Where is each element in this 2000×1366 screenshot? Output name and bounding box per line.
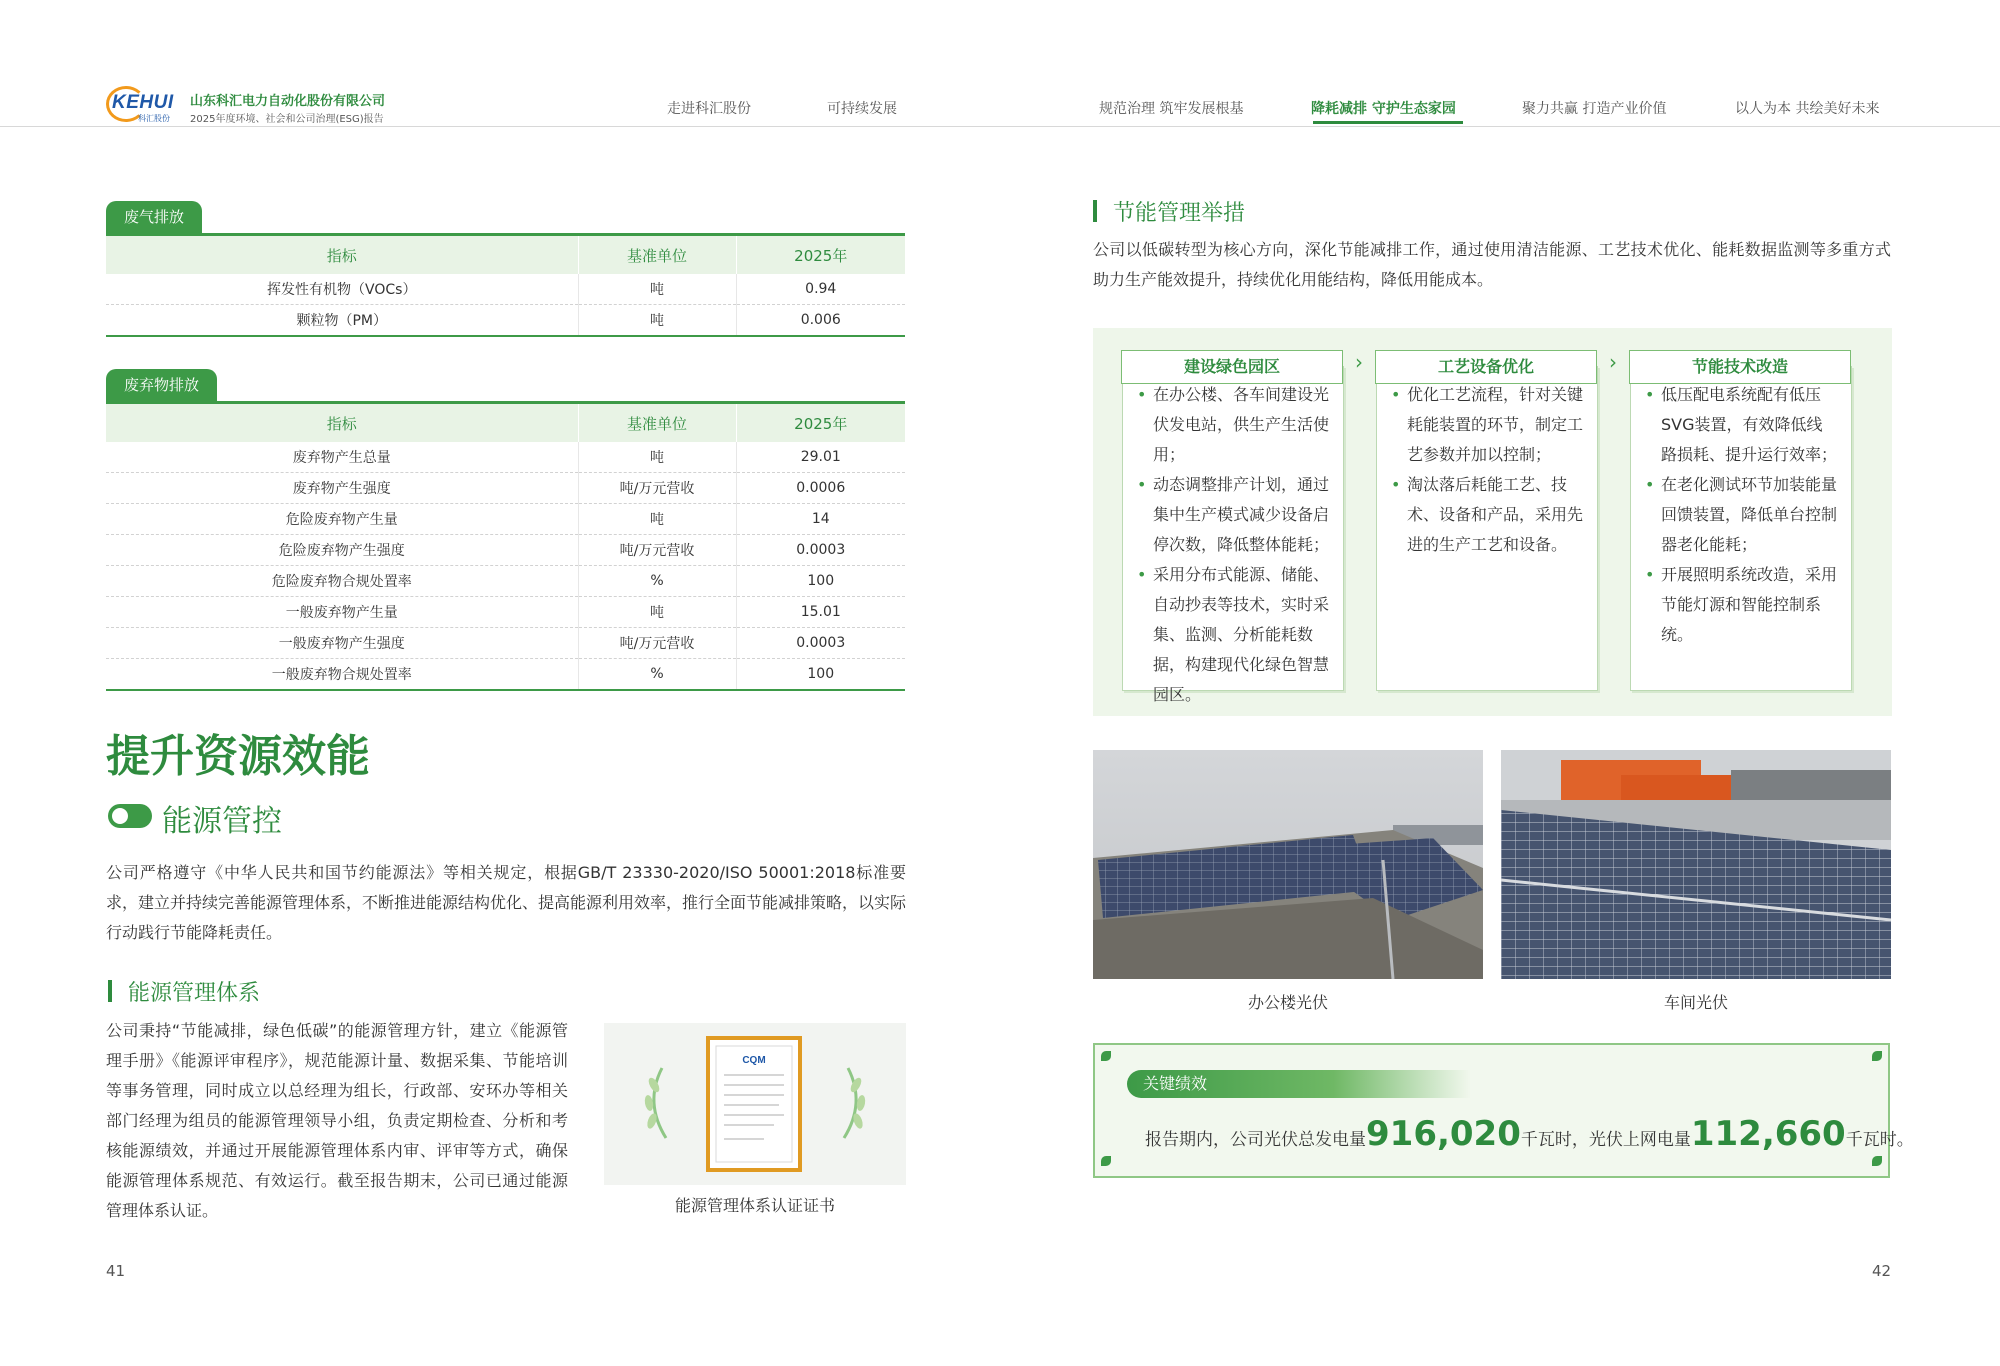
table-row: 危险废弃物合规处置率 % 100 bbox=[106, 566, 905, 597]
nav-item-people[interactable]: 以人为本 共绘美好未来 bbox=[1735, 101, 1880, 117]
measures-intro: 公司以低碳转型为核心方向，深化节能减排工作，通过使用清洁能源、工艺技术优化、能耗数据监测等多重方式助力生产能效提升，持续优化用能结构，降低用能成本。 bbox=[1093, 240, 1891, 289]
key-performance-text: 报告期内，公司光伏总发电量916,020千瓦时，光伏上网电量112,660千瓦时。 bbox=[1145, 1114, 1914, 1154]
laurel-right-icon bbox=[844, 1068, 866, 1138]
nav-item-sustainability[interactable]: 可持续发展 bbox=[827, 101, 897, 117]
table-row: 危险废弃物产生强度 吨/万元营收 0.0003 bbox=[106, 535, 905, 566]
subsection-title: 能源管控 bbox=[162, 804, 282, 839]
workshop-solar-caption: 车间光伏 bbox=[1663, 993, 1728, 1012]
section-title: 提升资源效能 bbox=[106, 731, 370, 782]
table-row: 一般废弃物产生量 吨 15.01 bbox=[106, 597, 905, 628]
measure-column-1 bbox=[1122, 366, 1344, 704]
office-solar-photo bbox=[1093, 750, 1483, 979]
energy-intro: 公司严格遵守《中华人民共和国节约能源法》等相关规定，根据GB/T 23330-2020/ISO 50001:2018标准要求，建立并持续完善能源管理体系，不断推进能源结构优化、提高能源利用效率，推行全面节能减排策略，以实际行动践行节能降耗责任。 bbox=[106, 863, 907, 942]
nav-item-about[interactable]: 走进科汇股份 bbox=[667, 101, 751, 117]
table-row: 废弃物产生总量 吨 29.01 bbox=[106, 442, 905, 473]
chevron-right-icon: › bbox=[1609, 350, 1617, 374]
table-header: 2025年 bbox=[736, 403, 905, 443]
waste-tab-label: 废弃物排放 bbox=[106, 369, 217, 401]
nav-active-indicator bbox=[1313, 121, 1463, 124]
list-item: • 采用分布式能源、储能、自动抄表等技术，实时采集、监测、分析能耗数据，构建现代化绿色智慧园区。 bbox=[1153, 560, 1329, 710]
certificate-image bbox=[604, 1023, 906, 1185]
company-name: 山东科汇电力自动化股份有限公司 bbox=[190, 94, 386, 109]
header-divider bbox=[0, 126, 2000, 127]
pv-total-value: 916,020 bbox=[1366, 1114, 1521, 1154]
page-number-right: 42 bbox=[1872, 1262, 1892, 1280]
list-item: • 低压配电系统配有低压SVG装置，有效降低线路损耗、提升运行效率； bbox=[1661, 380, 1837, 470]
table-header: 指标 bbox=[106, 235, 578, 275]
company-logo: KEHUI 科汇股份 bbox=[106, 86, 186, 122]
chevron-right-icon: › bbox=[1355, 350, 1363, 374]
list-item: • 在办公楼、各车间建设光伏发电站，供生产生活使用； bbox=[1153, 380, 1329, 470]
table-row: 危险废弃物产生量 吨 14 bbox=[106, 504, 905, 535]
pv-grid-value: 112,660 bbox=[1690, 1114, 1846, 1154]
table-header: 基准单位 bbox=[578, 403, 736, 443]
nav-item-industry[interactable]: 聚力共赢 打造产业价值 bbox=[1522, 101, 1667, 117]
table-header: 2025年 bbox=[736, 235, 905, 275]
list-item: • 在老化测试环节加装能量回馈装置，降低单台控制器老化能耗； bbox=[1661, 470, 1837, 560]
toggle-icon bbox=[108, 804, 152, 828]
measure-head-3: 节能技术改造 bbox=[1629, 350, 1851, 384]
energy-system-title: 能源管理体系 bbox=[108, 976, 260, 1007]
measures-title: 节能管理举措 bbox=[1093, 196, 1245, 227]
table-header: 基准单位 bbox=[578, 235, 736, 275]
leaf-icon bbox=[1872, 1156, 1882, 1166]
exhaust-table bbox=[106, 233, 905, 337]
leaf-icon bbox=[1101, 1156, 1111, 1166]
energy-system-text: 公司秉持“节能减排，绿色低碳”的能源管理方针，建立《能源管理手册》《能源评审程序》，规范能源计量、数据采集、节能培训等事务管理，同时成立以总经理为组长，行政部、安环办等相关部门经理为组员的能源管理领导小组，负责定期检查、分析和考核能源绩效，并通过开展能源管理体系内审、评审等方式，确保能源管理体系规范、有效运行。截至报告期末，公司已通过能源管理体系认证。 bbox=[106, 1021, 568, 1220]
list-item: • 淘汰落后耗能工艺、技术、设备和产品，采用先进的生产工艺和设备。 bbox=[1407, 470, 1583, 560]
leaf-icon bbox=[1101, 1051, 1111, 1061]
table-row: 一般废弃物产生强度 吨/万元营收 0.0003 bbox=[106, 628, 905, 659]
report-title: 2025年度环境、社会和公司治理(ESG)报告 bbox=[190, 114, 384, 125]
table-row: 颗粒物（PM） 吨 0.006 bbox=[106, 305, 905, 337]
exhaust-tab-label: 废气排放 bbox=[106, 201, 202, 233]
list-item: • 开展照明系统改造，采用节能灯源和智能控制系统。 bbox=[1661, 560, 1837, 650]
list-item: • 优化工艺流程，针对关键耗能装置的环节，制定工艺参数并加以控制； bbox=[1407, 380, 1583, 470]
waste-table bbox=[106, 401, 905, 691]
table-header: 指标 bbox=[106, 403, 578, 443]
measure-head-2: 工艺设备优化 bbox=[1375, 350, 1597, 384]
list-item: • 动态调整排产计划，通过集中生产模式减少设备启停次数，降低整体能耗； bbox=[1153, 470, 1329, 560]
key-performance-box bbox=[1093, 1043, 1890, 1178]
certificate-caption: 能源管理体系认证证书 bbox=[674, 1196, 835, 1215]
key-performance-label: 关键绩效 bbox=[1127, 1070, 1471, 1098]
measure-column-3 bbox=[1630, 366, 1852, 691]
measure-head-1: 建设绿色园区 bbox=[1121, 350, 1343, 384]
measure-column-2 bbox=[1376, 366, 1598, 691]
laurel-left-icon bbox=[644, 1068, 666, 1138]
nav-item-governance[interactable]: 规范治理 筑牢发展根基 bbox=[1099, 101, 1244, 117]
office-solar-caption: 办公楼光伏 bbox=[1247, 993, 1328, 1012]
leaf-icon bbox=[1872, 1051, 1882, 1061]
table-row: 废弃物产生强度 吨/万元营收 0.0006 bbox=[106, 473, 905, 504]
table-row: 一般废弃物合规处置率 % 100 bbox=[106, 659, 905, 691]
nav-item-environment[interactable]: 降耗减排 守护生态家园 bbox=[1311, 101, 1456, 117]
table-row: 挥发性有机物（VOCs） 吨 0.94 bbox=[106, 274, 905, 305]
cert-logo: CQM bbox=[742, 1055, 766, 1066]
workshop-solar-photo bbox=[1501, 750, 1891, 979]
page-number-left: 41 bbox=[106, 1262, 126, 1280]
